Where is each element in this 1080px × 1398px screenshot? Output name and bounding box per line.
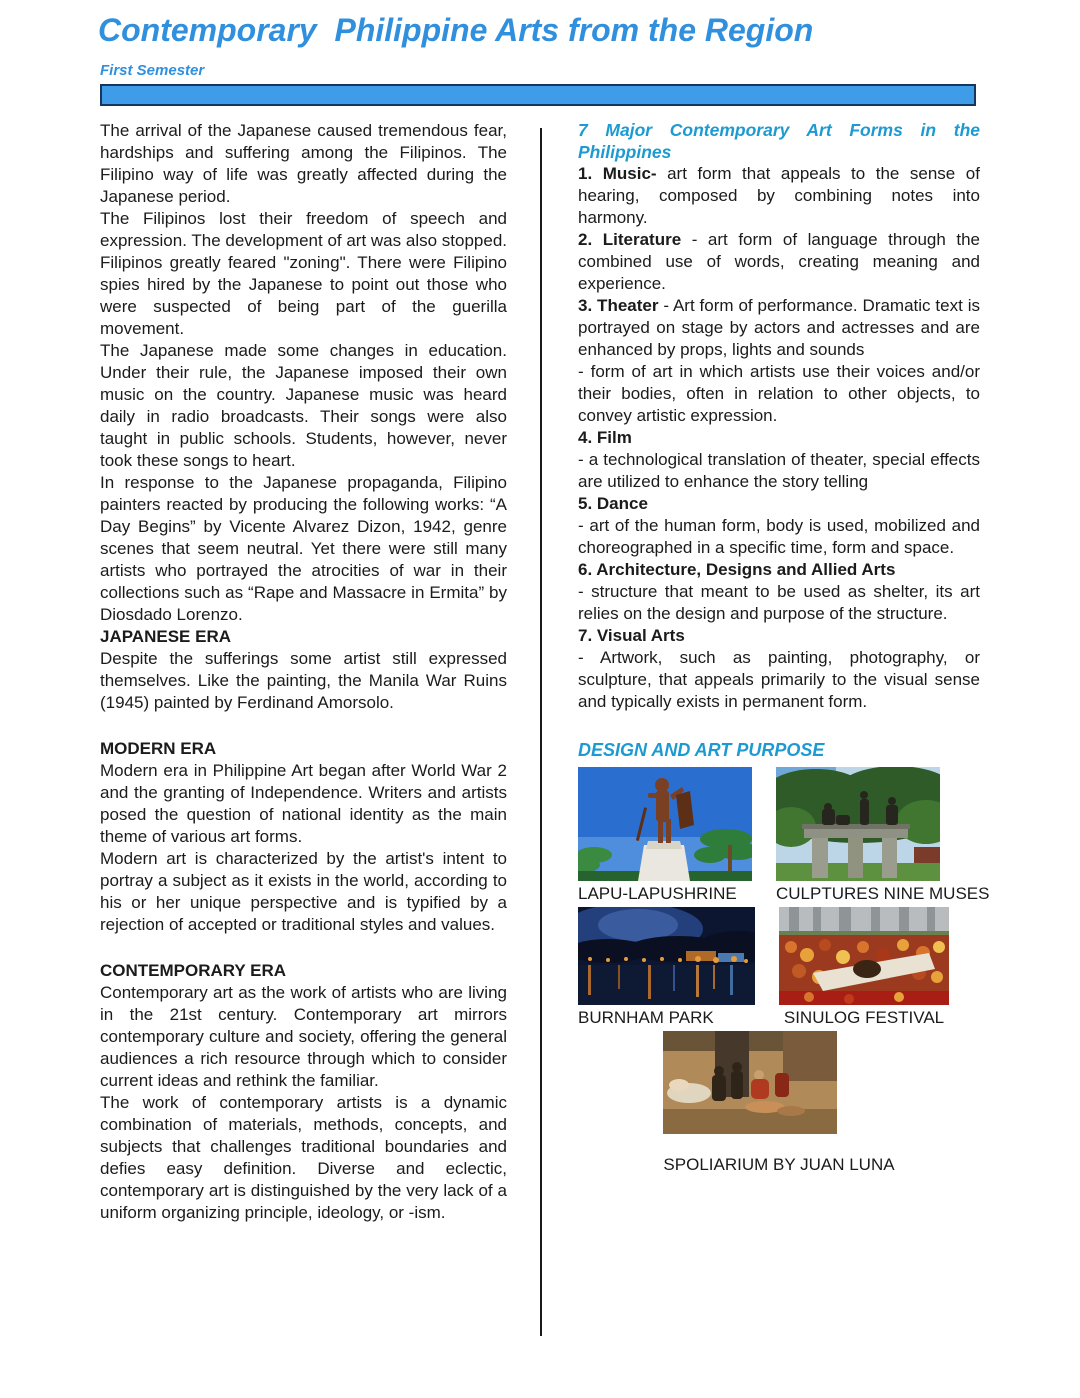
paragraph-japanese-era: Despite the sufferings some artist still expressed themselves. Like the painting, the Manila War Ruins (1945) painted by Ferdinand Amorsolo.	[100, 649, 507, 712]
paragraph-education-changes: The Japanese made some changes in education. Under their rule, the Japanese imposed their own music on the country. Japanese music was heard daily in radio broadcasts. Their songs were also taught in public schools. Students, however, never took these songs to heart.	[100, 341, 507, 470]
art-form-visual-arts-label: 7. Visual Arts	[578, 626, 685, 645]
lapu-lapu-shrine-figure	[578, 767, 752, 904]
page-title: Contemporary Philippine Arts from the Region	[98, 12, 814, 48]
gallery-row-3	[578, 1031, 980, 1175]
sinulog-festival-caption: SINULOG FESTIVAL	[783, 1008, 945, 1027]
art-form-dance-label: 5. Dance	[578, 494, 648, 513]
gallery-row-2	[578, 907, 980, 1028]
art-form-film-extra: - a technological translation of theater, special effects are utilized to enhance the story telling	[578, 450, 980, 491]
page-subtitle: First Semester	[100, 62, 205, 79]
art-form-theater-label: 3. Theater	[578, 296, 659, 315]
nine-muses-caption: CULPTURES NINE MUSES	[776, 884, 990, 903]
burnham-park-figure	[578, 907, 755, 1028]
heading-design-art-purpose: DESIGN AND ART PURPOSE	[578, 740, 825, 760]
paragraph-freedom-lost: The Filipinos lost their freedom of speech and expression. The development of art was also stopped. Filipinos greatly feared "zoning". There were Filipino spies hired by the Japanese to point out those who were suspected of being part of the guerilla movement.	[100, 209, 507, 338]
burnham-park-image	[578, 907, 755, 1005]
burnham-park-caption: BURNHAM PARK	[578, 1008, 714, 1027]
art-form-theater	[578, 295, 980, 361]
art-form-architecture-label: 6. Architecture, Designs and Allied Arts	[578, 560, 896, 579]
art-form-film-label: 4. Film	[578, 428, 632, 447]
paragraph-modern-era-1: Modern era in Philippine Art began after World War 2 and the granting of Independence. Writers and artists posed the question of national identity as the main theme of various art forms.	[100, 761, 507, 846]
art-form-visual-arts	[578, 625, 980, 647]
image-gallery	[578, 767, 990, 1175]
art-form-music-label: 1. Music-	[578, 164, 657, 183]
heading-japanese-era: JAPANESE ERA	[100, 627, 231, 646]
art-form-literature-label: 2. Literature	[578, 230, 682, 249]
nine-muses-figure	[776, 767, 989, 904]
spoliarium-figure	[663, 1031, 894, 1175]
nine-muses-sculpture-image	[776, 767, 940, 881]
spoliarium-caption: SPOLIARIUM BY JUAN LUNA	[663, 1155, 895, 1174]
spoliarium-painting-image	[663, 1031, 837, 1134]
art-form-literature-text: - art form of language through the combined use of words, creating meaning and experience.	[578, 230, 980, 293]
paragraph-japanese-arrival: The arrival of the Japanese caused tremendous fear, hardships and suffering among the Filipinos. The Filipino way of life was greatly affected during the Japanese period.	[100, 121, 507, 206]
art-form-dance-extra: - art of the human form, body is used, mobilized and choreographed in a specific time, form and space.	[578, 516, 980, 557]
art-form-music-text: art form that appeals to the sense of hearing, composed by combining notes into harmony.	[578, 164, 980, 227]
art-form-theater-text: - Art form of performance. Dramatic text is portrayed on stage by actors and actresses and are enhanced by props, lights and sounds	[578, 296, 980, 359]
art-form-architecture-extra: - structure that meant to be used as shelter, its art relies on the design and purpose of the structure.	[578, 582, 980, 623]
column-divider	[540, 128, 542, 1336]
paragraph-modern-era-2: Modern art is characterized by the artist's intent to portray a subject as it exists in the world, according to his or her unique perspective and is typified by a rejection of accepted or traditional styles and values.	[100, 849, 507, 934]
heading-art-forms: 7 Major Contemporary Art Forms in the Philippines	[578, 120, 980, 162]
art-form-literature	[578, 229, 980, 295]
left-column	[100, 120, 507, 1224]
right-column	[578, 120, 990, 1178]
header-bar	[100, 84, 976, 106]
paragraph-painters-response: In response to the Japanese propaganda, Filipino painters reacted by producing the following works: “A Day Begins” by Vicente Alvarez Dizon, 1942, genre scenes that seem neutral. Yet there were still many artists who portrayed the atrocities of war in their collections such as “Rape and Massacre in Ermita” by Diosdado Lorenzo.	[100, 473, 507, 624]
art-form-architecture	[578, 559, 980, 581]
paragraph-contemporary-era-2: The work of contemporary artists is a dynamic combination of materials, methods, concepts, and subjects that challenges traditional boundaries and defies easy definition. Diverse and eclectic, contemporary art is distinguished by the very lack of a uniform organizing principle, ideology, or -ism.	[100, 1093, 507, 1222]
gallery-row-1	[578, 767, 990, 904]
sinulog-festival-image	[779, 907, 949, 1005]
art-form-film	[578, 427, 980, 449]
lapu-lapu-shrine-caption: LAPU-LAPUSHRINE	[578, 884, 737, 903]
paragraph-contemporary-era-1: Contemporary art as the work of artists who are living in the 21st century. Contemporary art mirrors contemporary culture and society, offering the general audiences a rich resource through which to consider current ideas and rethink the familiar.	[100, 983, 507, 1090]
art-form-theater-extra: - form of art in which artists use their voices and/or their bodies, often in relation to other objects, to convey artistic expression.	[578, 362, 980, 425]
lapu-lapu-shrine-image	[578, 767, 752, 881]
sinulog-festival-figure	[779, 907, 949, 1028]
heading-contemporary-era: CONTEMPORARY ERA	[100, 961, 287, 980]
art-form-dance	[578, 493, 980, 515]
art-form-visual-arts-extra: - Artwork, such as painting, photography, or sculpture, that appeals primarily to the visual sense and typically exists in permanent form.	[578, 648, 980, 711]
heading-modern-era: MODERN ERA	[100, 739, 217, 758]
art-form-music	[578, 163, 980, 229]
